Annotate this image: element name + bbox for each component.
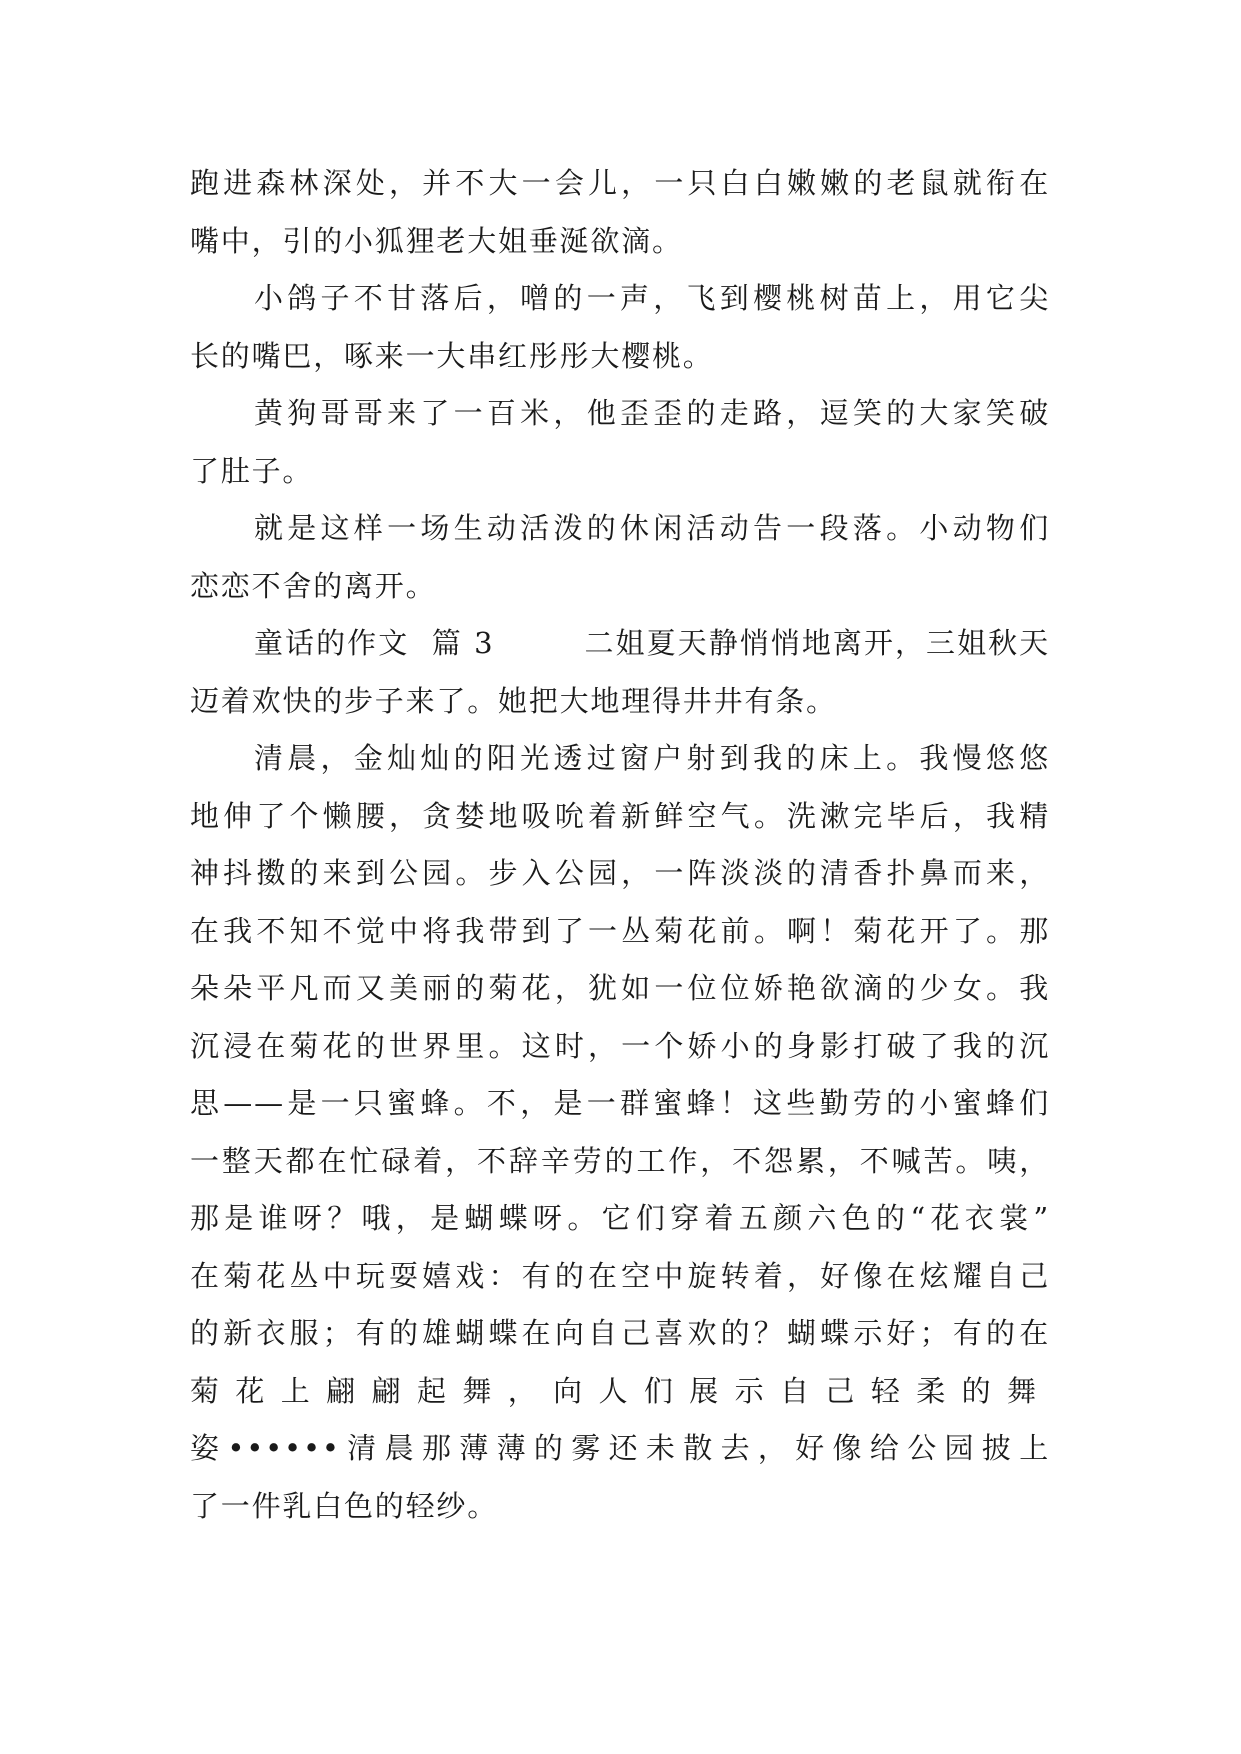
text-line: 跑进森林深处，并不大一会儿，一只白白嫩嫩的老鼠就衔在: [190, 166, 1050, 200]
text-line: 了一件乳白色的轻纱。: [190, 1488, 499, 1523]
text-line: 迈着欢快的步子来了。她把大地理得井井有条。: [190, 683, 837, 718]
paragraph: [190, 155, 1050, 270]
text-line: 朵朵平凡而又美丽的菊花，犹如一位位娇艳欲滴的少女。我: [190, 971, 1050, 1005]
paragraph: [190, 500, 1050, 615]
text-line: 小鸽子不甘落后，噌的一声，飞到樱桃树苗上，用它尖: [254, 281, 1050, 315]
paragraph: [190, 270, 1050, 385]
paragraph: [190, 730, 1050, 1535]
text-line: 恋恋不舍的离开。: [190, 568, 437, 603]
text-line: 那是谁呀？哦，是蝴蝶呀。它们穿着五颜六色的“花衣裳”: [190, 1201, 1050, 1235]
text-line: 童话的作文 篇 3 二姐夏天静悄悄地离开，三姐秋天: [254, 626, 1050, 660]
paragraph: [190, 615, 1050, 730]
text-line: 黄狗哥哥来了一百米，他歪歪的走路，逗笑的大家笑破: [254, 396, 1050, 430]
text-line: 沉浸在菊花的世界里。这时，一个娇小的身影打破了我的沉: [190, 1028, 1050, 1063]
text-line: 的新衣服；有的雄蝴蝶在向自己喜欢的？蝴蝶示好；有的在: [190, 1316, 1050, 1350]
text-line: 嘴中，引的小狐狸老大姐垂涎欲滴。: [190, 223, 683, 258]
text-line: 就是这样一场生动活泼的休闲活动告一段落。小动物们: [254, 511, 1050, 545]
text-line: 地伸了个懒腰，贪婪地吸吮着新鲜空气。洗漱完毕后，我精: [190, 798, 1050, 833]
text-line: 菊花上翩翩起舞，向人们展示自己轻柔的舞: [190, 1373, 1050, 1408]
text-line: 神抖擞的来到公园。步入公园，一阵淡淡的清香扑鼻而来，: [190, 856, 1050, 890]
text-line: 在我不知不觉中将我带到了一丛菊花前。啊！菊花开了。那: [190, 913, 1050, 948]
text-line: 姿••••••清晨那薄薄的雾还未散去，好像给公园披上: [190, 1431, 1050, 1465]
text-line: 清晨，金灿灿的阳光透过窗户射到我的床上。我慢悠悠: [254, 741, 1050, 775]
text-line: 了肚子。: [190, 453, 314, 488]
text-line: 思——是一只蜜蜂。不，是一群蜜蜂！这些勤劳的小蜜蜂们: [190, 1086, 1050, 1120]
text-line: 在菊花丛中玩耍嬉戏：有的在空中旋转着，好像在炫耀自己: [190, 1258, 1050, 1293]
paragraph: [190, 385, 1050, 500]
text-line: 一整天都在忙碌着，不辞辛劳的工作，不怨累，不喊苦。咦，: [190, 1143, 1050, 1178]
text-line: 长的嘴巴，啄来一大串红彤彤大樱桃。: [190, 338, 714, 373]
document-body: [190, 155, 1050, 1535]
